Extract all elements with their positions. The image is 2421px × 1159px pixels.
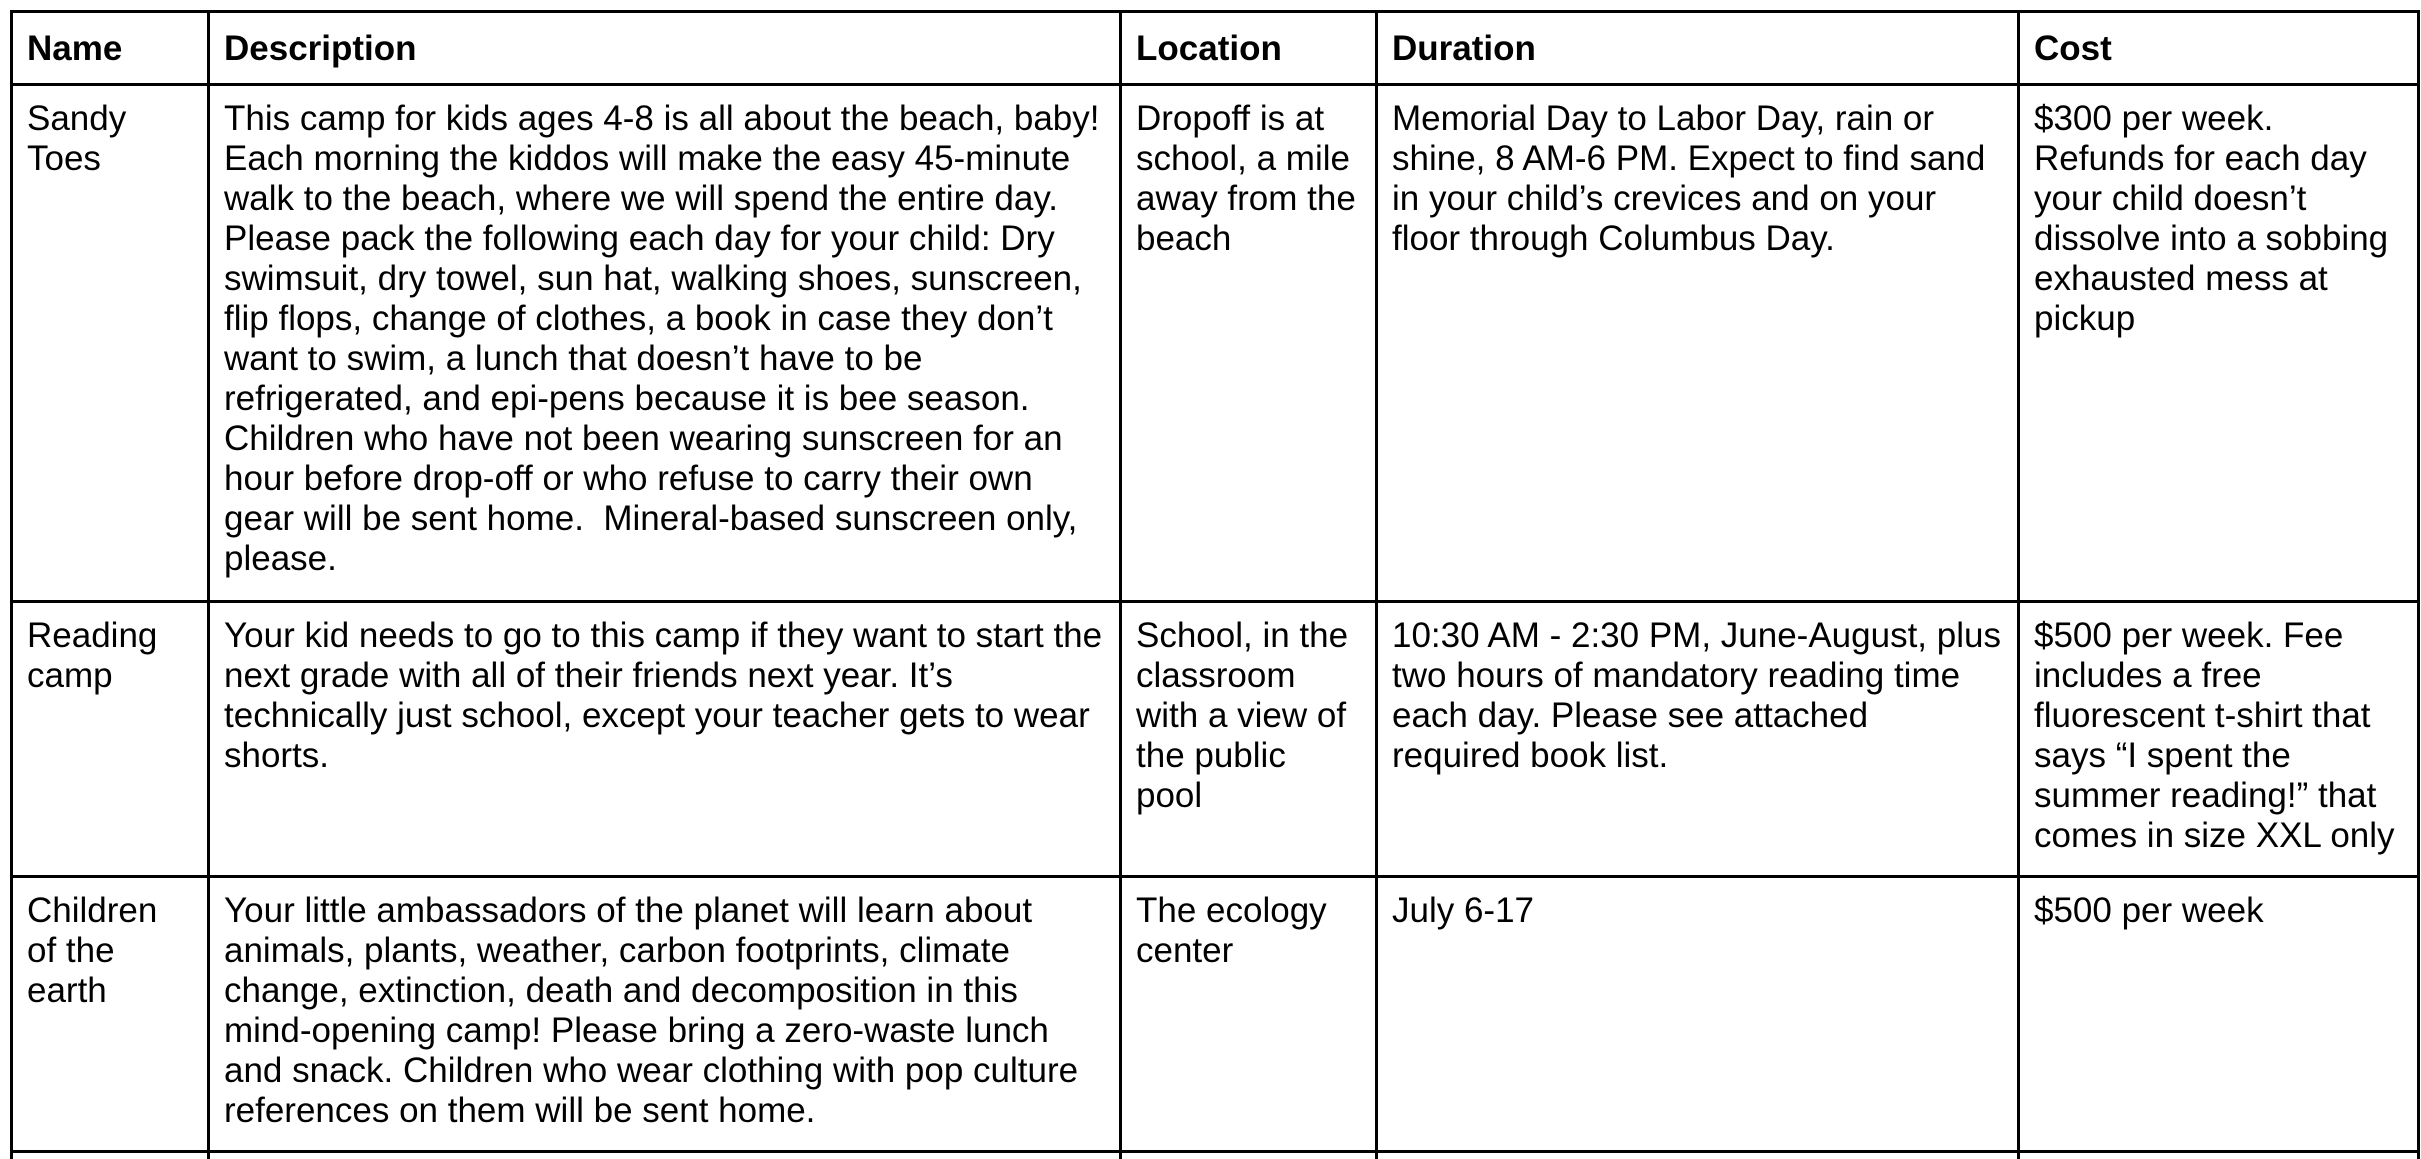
camp-duration-cell <box>1377 1152 2019 1159</box>
header-cell-cost: Cost <box>2019 12 2419 85</box>
table-row <box>12 602 2419 877</box>
camp-name-cell: Sandy Toes <box>12 85 209 602</box>
camp-description-cell: This camp for kids ages 4-8 is all about the beach, baby! Each morning the kiddos will make the easy 45-minute walk to the beach, where we will spend the entire day. Please pack the following each day for your child: Dry swimsuit, dry towel, sun hat, walking shoes, sunscreen, flip flops, change of clothes, a book in case they don’t want to swim, a lunch that doesn’t have to be refrigerated, and epi-pens because it is bee season. Children who have not been wearing sunscreen for an hour before drop-off or who refuse to carry their own gear will be sent home. Mineral-based sunscreen only, please. <box>209 85 1121 602</box>
camp-duration-cell: July 6-17 <box>1377 877 2019 1152</box>
header-cell-location: Location <box>1121 12 1377 85</box>
camp-cost-cell: $500 per week <box>2019 877 2419 1152</box>
camp-name-cell <box>12 1152 209 1159</box>
camp-cost-cell: $300 per week. Refunds for each day your child doesn’t dissolve into a sobbing exhausted mess at pickup <box>2019 85 2419 602</box>
header-cell-name: Name <box>12 12 209 85</box>
camp-description-cell: Your kid needs to go to this camp if they want to start the next grade with all of their friends next year. It’s technically just school, except your teacher gets to wear shorts. <box>209 602 1121 877</box>
camp-cost-cell <box>2019 1152 2419 1159</box>
camp-duration-cell: 10:30 AM - 2:30 PM, June-August, plus two hours of mandatory reading time each day. Please see attached required book list. <box>1377 602 2019 877</box>
camp-cost-cell: $500 per week. Fee includes a free fluorescent t-shirt that says “I spent the summer reading!” that comes in size XXL only <box>2019 602 2419 877</box>
camp-duration-cell: Memorial Day to Labor Day, rain or shine, 8 AM-6 PM. Expect to find sand in your child’s crevices and on your floor through Columbus Day. <box>1377 85 2019 602</box>
camp-name-cell: Reading camp <box>12 602 209 877</box>
camp-name-cell: Children of the earth <box>12 877 209 1152</box>
camps-table <box>10 10 2420 1159</box>
header-cell-description: Description <box>209 12 1121 85</box>
camp-location-cell: The ecology center <box>1121 877 1377 1152</box>
table-row <box>12 85 2419 602</box>
camp-location-cell <box>1121 1152 1377 1159</box>
table-header-row <box>12 12 2419 85</box>
camp-location-cell: Dropoff is at school, a mile away from the beach <box>1121 85 1377 602</box>
camp-location-cell: School, in the classroom with a view of the public pool <box>1121 602 1377 877</box>
header-cell-duration: Duration <box>1377 12 2019 85</box>
table-row <box>12 877 2419 1152</box>
camp-description-cell <box>209 1152 1121 1159</box>
camp-description-cell: Your little ambassadors of the planet will learn about animals, plants, weather, carbon footprints, climate change, extinction, death and decomposition in this mind-opening camp! Please bring a zero-waste lunch and snack. Children who wear clothing with pop culture references on them will be sent home. <box>209 877 1121 1152</box>
table-row-clipped <box>12 1152 2419 1159</box>
